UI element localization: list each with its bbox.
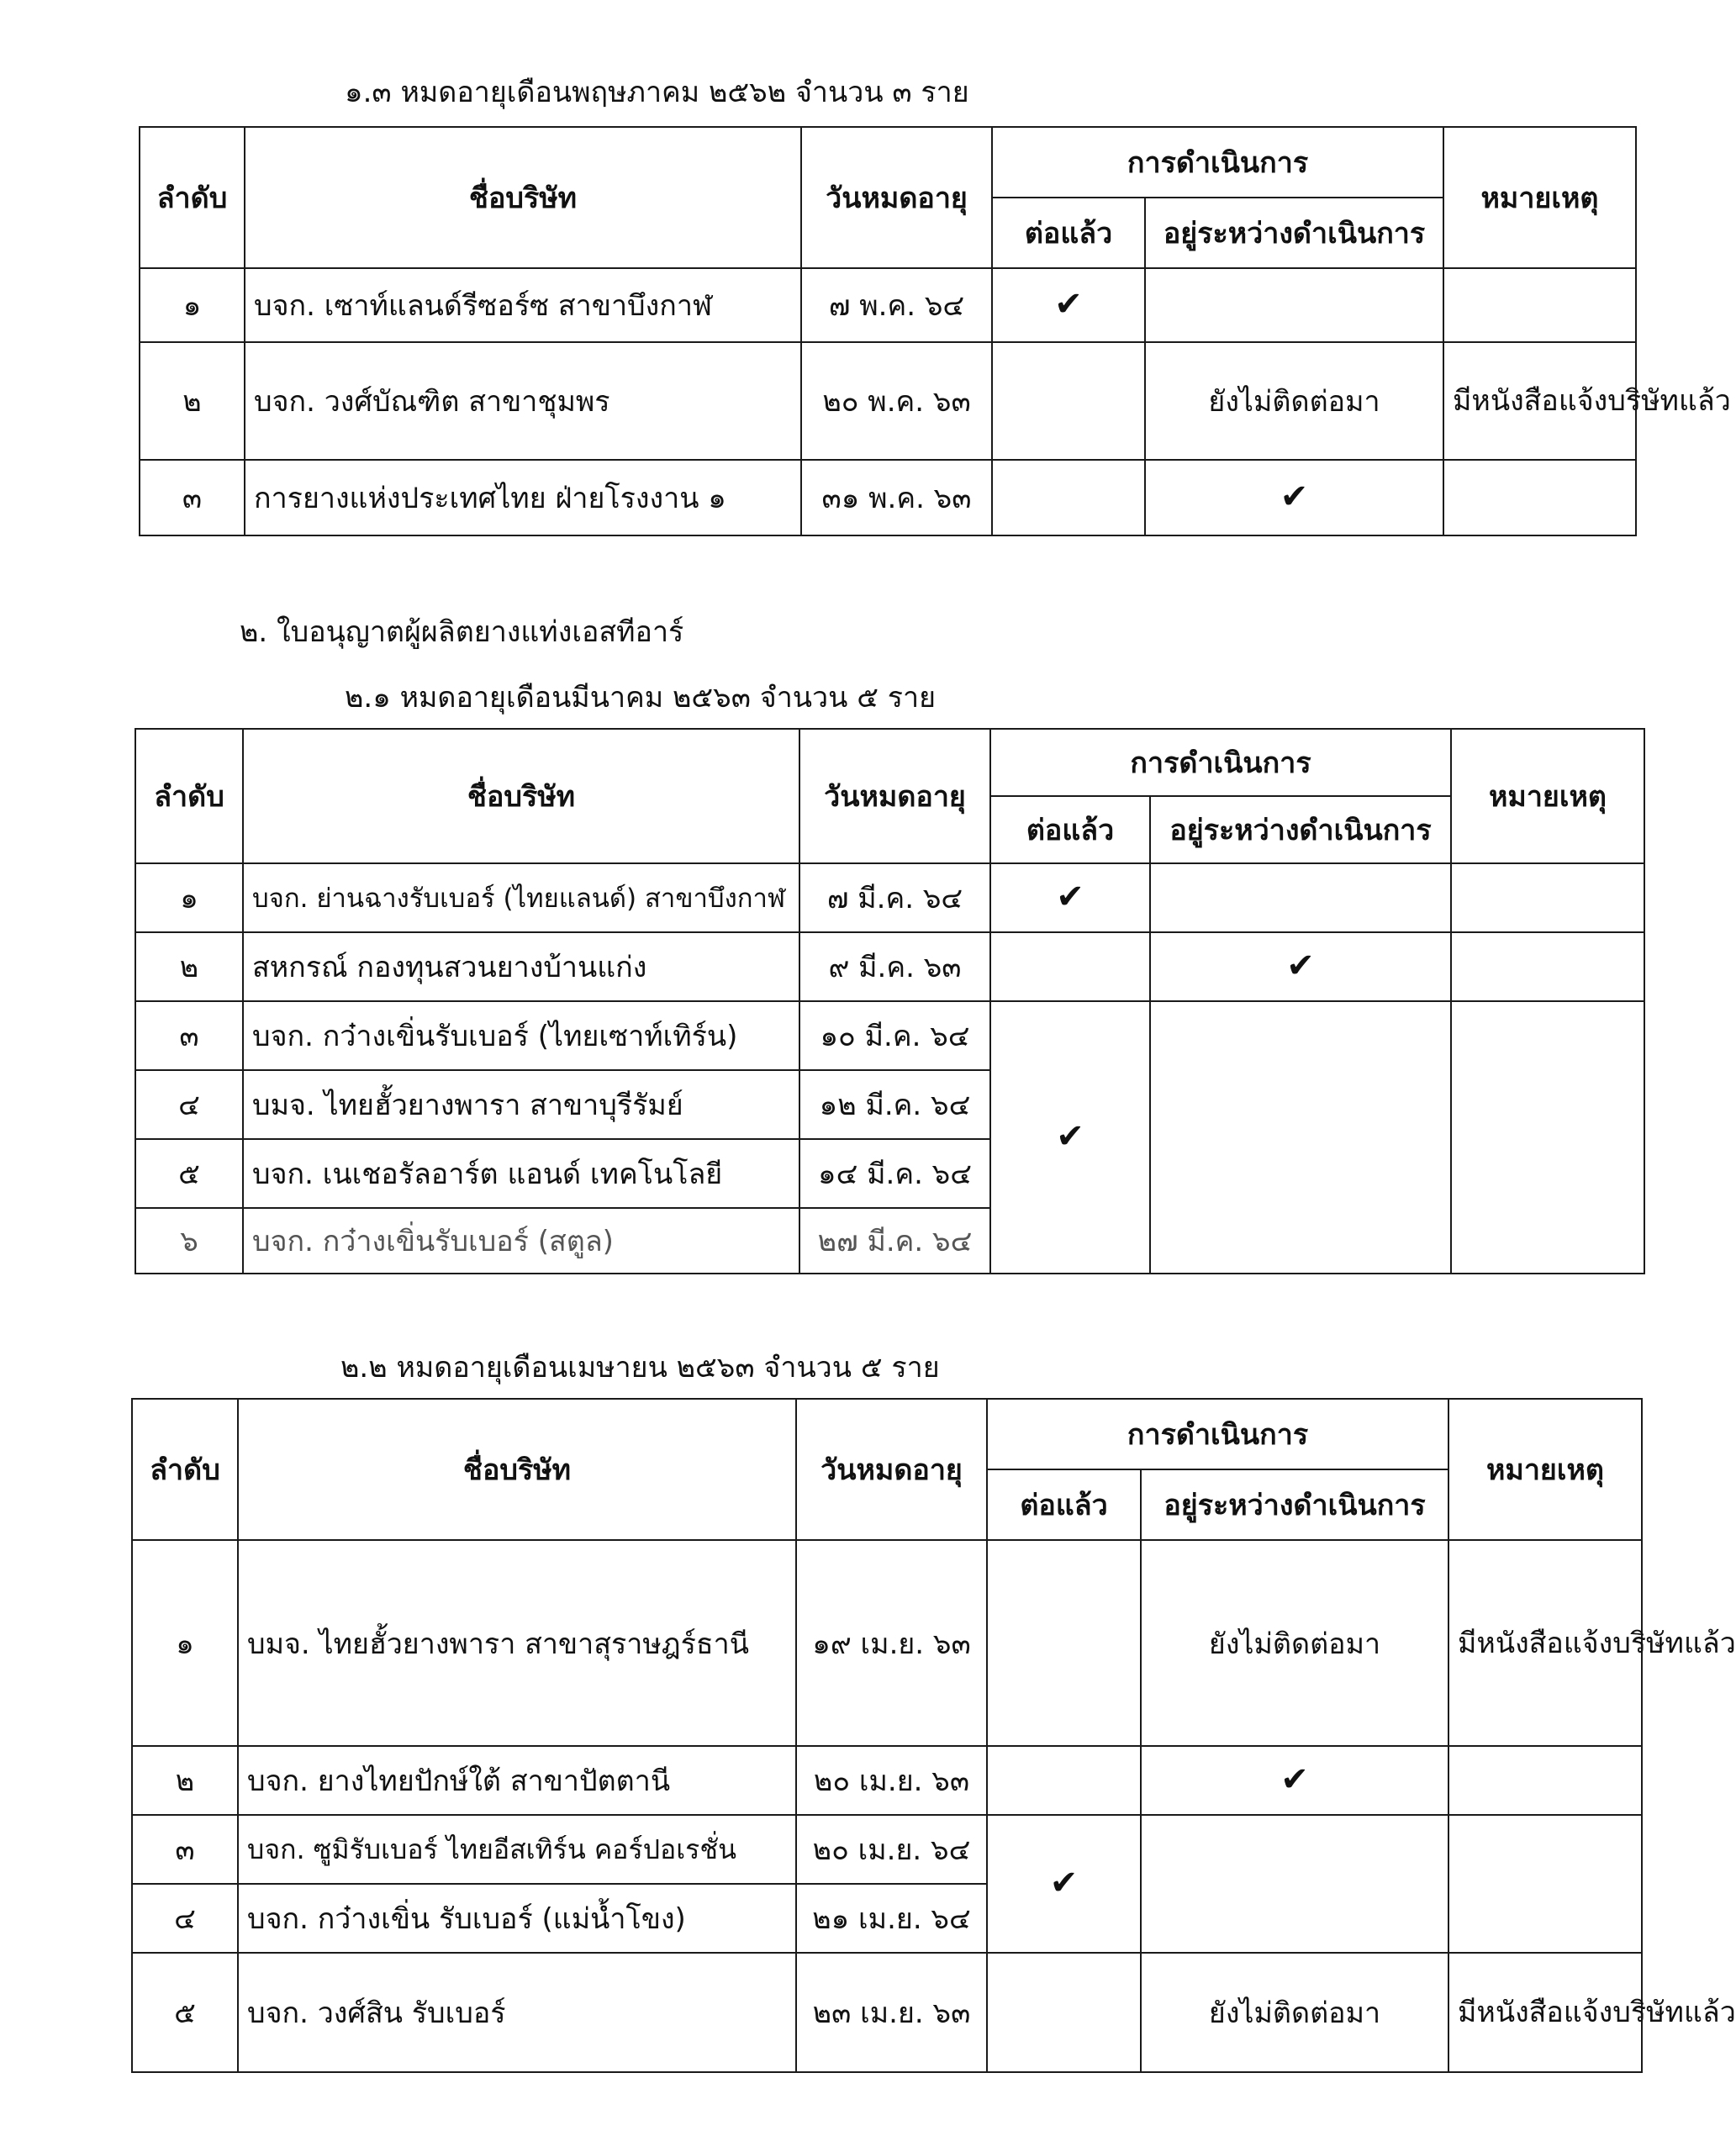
row-remark bbox=[1448, 1815, 1642, 1953]
header-action: การดำเนินการ bbox=[992, 127, 1443, 198]
header-renewed: ต่อแล้ว bbox=[992, 198, 1145, 268]
header-company: ชื่อบริษัท bbox=[245, 127, 801, 268]
row-company: สหกรณ์ กองทุนสวนยางบ้านแก่ง bbox=[243, 932, 799, 1001]
row-expiry: ๑๒ มี.ค. ๖๔ bbox=[799, 1070, 990, 1139]
header-company: ชื่อบริษัท bbox=[243, 729, 799, 863]
check-icon: ✔ bbox=[1054, 285, 1083, 324]
row-company: บจก. เนเชอรัลอาร์ต แอนด์ เทคโนโลยี bbox=[243, 1139, 799, 1208]
row-order: ๔ bbox=[132, 1884, 238, 1953]
check-icon: ✔ bbox=[1056, 878, 1084, 916]
section-2-1-title: ๒.๑ หมดอายุเดือนมีนาคม ๒๕๖๓ จำนวน ๕ ราย bbox=[345, 681, 937, 715]
row-in-progress: ยังไม่ติดต่อมา bbox=[1141, 1540, 1448, 1746]
row-company: บจก. ซูมิรับเบอร์ ไทยอีสเทิร์น คอร์ปอเรชั่น bbox=[238, 1815, 796, 1884]
row-order: ๒ bbox=[132, 1746, 238, 1815]
section-2-2-title: ๒.๒ หมดอายุเดือนเมษายน ๒๕๖๓ จำนวน ๕ ราย bbox=[340, 1351, 940, 1385]
table-row bbox=[132, 1540, 1642, 1746]
row-expiry: ๒๑ เม.ย. ๖๔ bbox=[796, 1884, 987, 1953]
row-in-progress bbox=[1141, 1815, 1448, 1953]
row-company: บจก. วงศ์บัณฑิต สาขาชุมพร bbox=[245, 342, 801, 460]
row-in-progress: ยังไม่ติดต่อมา bbox=[1141, 1953, 1448, 2072]
row-expiry: ๗ มี.ค. ๖๔ bbox=[799, 863, 990, 932]
row-remark: มีหนังสือแจ้งบริษัทแล้ว bbox=[1448, 1953, 1642, 2072]
check-icon: ✔ bbox=[1286, 947, 1315, 985]
row-expiry: ๓๑ พ.ค. ๖๓ bbox=[801, 460, 992, 535]
row-order: ๑ bbox=[140, 268, 245, 342]
table-row bbox=[135, 932, 1644, 1001]
header-expiry: วันหมดอายุ bbox=[799, 729, 990, 863]
section-2-title: ๒. ใบอนุญาตผู้ผลิตยางแท่งเอสทีอาร์ bbox=[240, 615, 684, 649]
row-renewed bbox=[992, 460, 1145, 535]
row-company: บมจ. ไทยฮั้วยางพารา สาขาบุรีรัมย์ bbox=[243, 1070, 799, 1139]
table-row bbox=[140, 460, 1636, 535]
row-in-progress bbox=[1145, 268, 1443, 342]
row-renewed bbox=[987, 1953, 1141, 2072]
header-remark: หมายเหตุ bbox=[1448, 1399, 1642, 1540]
row-expiry: ๙ มี.ค. ๖๓ bbox=[799, 932, 990, 1001]
check-icon: ✔ bbox=[1049, 1864, 1079, 1902]
row-remark bbox=[1451, 1001, 1644, 1274]
header-renewed: ต่อแล้ว bbox=[987, 1469, 1141, 1540]
row-renewed bbox=[992, 342, 1145, 460]
row-renewed bbox=[987, 1540, 1141, 1746]
row-expiry: ๒๐ เม.ย. ๖๔ bbox=[796, 1815, 987, 1884]
header-renewed: ต่อแล้ว bbox=[990, 796, 1150, 863]
row-remark bbox=[1448, 1746, 1642, 1815]
row-order: ๓ bbox=[132, 1815, 238, 1884]
row-remark: มีหนังสือแจ้งบริษัทแล้ว bbox=[1443, 342, 1636, 460]
row-company: บจก. วงศ์สิน รับเบอร์ bbox=[238, 1953, 796, 2072]
row-remark bbox=[1443, 460, 1636, 535]
table-row bbox=[135, 1001, 1644, 1070]
row-expiry: ๑๐ มี.ค. ๖๔ bbox=[799, 1001, 990, 1070]
table-section-1-3 bbox=[139, 126, 1731, 536]
table-section-2-2 bbox=[131, 1398, 1736, 2073]
row-company: บจก. ยางไทยปักษ์ใต้ สาขาปัตตานี bbox=[238, 1746, 796, 1815]
row-expiry: ๗ พ.ค. ๖๔ bbox=[801, 268, 992, 342]
row-expiry: ๒๓ เม.ย. ๖๓ bbox=[796, 1953, 987, 2072]
table-row bbox=[140, 268, 1636, 342]
check-icon: ✔ bbox=[1280, 477, 1309, 516]
table-section-2-1 bbox=[135, 728, 1645, 1274]
row-company: บมจ. ไทยฮั้วยางพารา สาขาสุราษฎร์ธานี bbox=[238, 1540, 796, 1746]
row-company: บจก. กว๋างเขิ่นรับเบอร์ (สตูล) bbox=[243, 1208, 799, 1274]
table-row bbox=[135, 863, 1644, 932]
table-row bbox=[132, 1953, 1642, 2072]
row-remark: มีหนังสือแจ้งบริษัทแล้ว bbox=[1448, 1540, 1642, 1746]
header-company: ชื่อบริษัท bbox=[238, 1399, 796, 1540]
row-expiry: ๒๗ มี.ค. ๖๔ bbox=[799, 1208, 990, 1274]
header-in-progress: อยู่ระหว่างดำเนินการ bbox=[1145, 198, 1443, 268]
row-company: การยางแห่งประเทศไทย ฝ่ายโรงงาน ๑ bbox=[245, 460, 801, 535]
row-in-progress bbox=[1150, 1001, 1451, 1274]
row-order: ๓ bbox=[140, 460, 245, 535]
row-renewed bbox=[990, 932, 1150, 1001]
row-order: ๑ bbox=[132, 1540, 238, 1746]
row-order: ๒ bbox=[140, 342, 245, 460]
row-order: ๒ bbox=[135, 932, 243, 1001]
header-in-progress: อยู่ระหว่างดำเนินการ bbox=[1141, 1469, 1448, 1540]
header-action: การดำเนินการ bbox=[990, 729, 1451, 796]
row-renewed bbox=[987, 1746, 1141, 1815]
header-remark: หมายเหตุ bbox=[1443, 127, 1636, 268]
row-order: ๕ bbox=[135, 1139, 243, 1208]
table-row bbox=[132, 1746, 1642, 1815]
row-company: บจก. กว๋างเขิ่น รับเบอร์ (แม่น้ำโขง) bbox=[238, 1884, 796, 1953]
row-remark bbox=[1451, 863, 1644, 932]
header-order: ลำดับ bbox=[135, 729, 243, 863]
header-order: ลำดับ bbox=[140, 127, 245, 268]
row-in-progress bbox=[1150, 863, 1451, 932]
check-icon: ✔ bbox=[1056, 1117, 1084, 1156]
row-order: ๕ bbox=[132, 1953, 238, 2072]
header-action: การดำเนินการ bbox=[987, 1399, 1448, 1469]
header-remark: หมายเหตุ bbox=[1451, 729, 1644, 863]
row-company: บจก. เซาท์แลนด์รีซอร์ซ สาขาบึงกาฬ bbox=[245, 268, 801, 342]
row-expiry: ๑๔ มี.ค. ๖๔ bbox=[799, 1139, 990, 1208]
row-order: ๓ bbox=[135, 1001, 243, 1070]
header-expiry: วันหมดอายุ bbox=[796, 1399, 987, 1540]
row-company: บจก. กว๋างเขิ่นรับเบอร์ (ไทยเซาท์เทิร์น) bbox=[243, 1001, 799, 1070]
table-row bbox=[132, 1815, 1642, 1884]
row-order: ๔ bbox=[135, 1070, 243, 1139]
header-in-progress: อยู่ระหว่างดำเนินการ bbox=[1150, 796, 1451, 863]
table-row bbox=[140, 342, 1636, 460]
header-expiry: วันหมดอายุ bbox=[801, 127, 992, 268]
row-order: ๖ bbox=[135, 1208, 243, 1274]
row-expiry: ๒๐ พ.ค. ๖๓ bbox=[801, 342, 992, 460]
row-in-progress: ยังไม่ติดต่อมา bbox=[1145, 342, 1443, 460]
row-order: ๑ bbox=[135, 863, 243, 932]
row-remark bbox=[1443, 268, 1636, 342]
header-order: ลำดับ bbox=[132, 1399, 238, 1540]
row-company: บจก. ย่านฉางรับเบอร์ (ไทยแลนด์) สาขาบึงกาฬ bbox=[243, 863, 799, 932]
row-expiry: ๑๙ เม.ย. ๖๓ bbox=[796, 1540, 987, 1746]
row-remark bbox=[1451, 932, 1644, 1001]
row-expiry: ๒๐ เม.ย. ๖๓ bbox=[796, 1746, 987, 1815]
check-icon: ✔ bbox=[1280, 1760, 1309, 1799]
section-1-3-title: ๑.๓ หมดอายุเดือนพฤษภาคม ๒๕๖๒ จำนวน ๓ ราย bbox=[345, 76, 969, 109]
